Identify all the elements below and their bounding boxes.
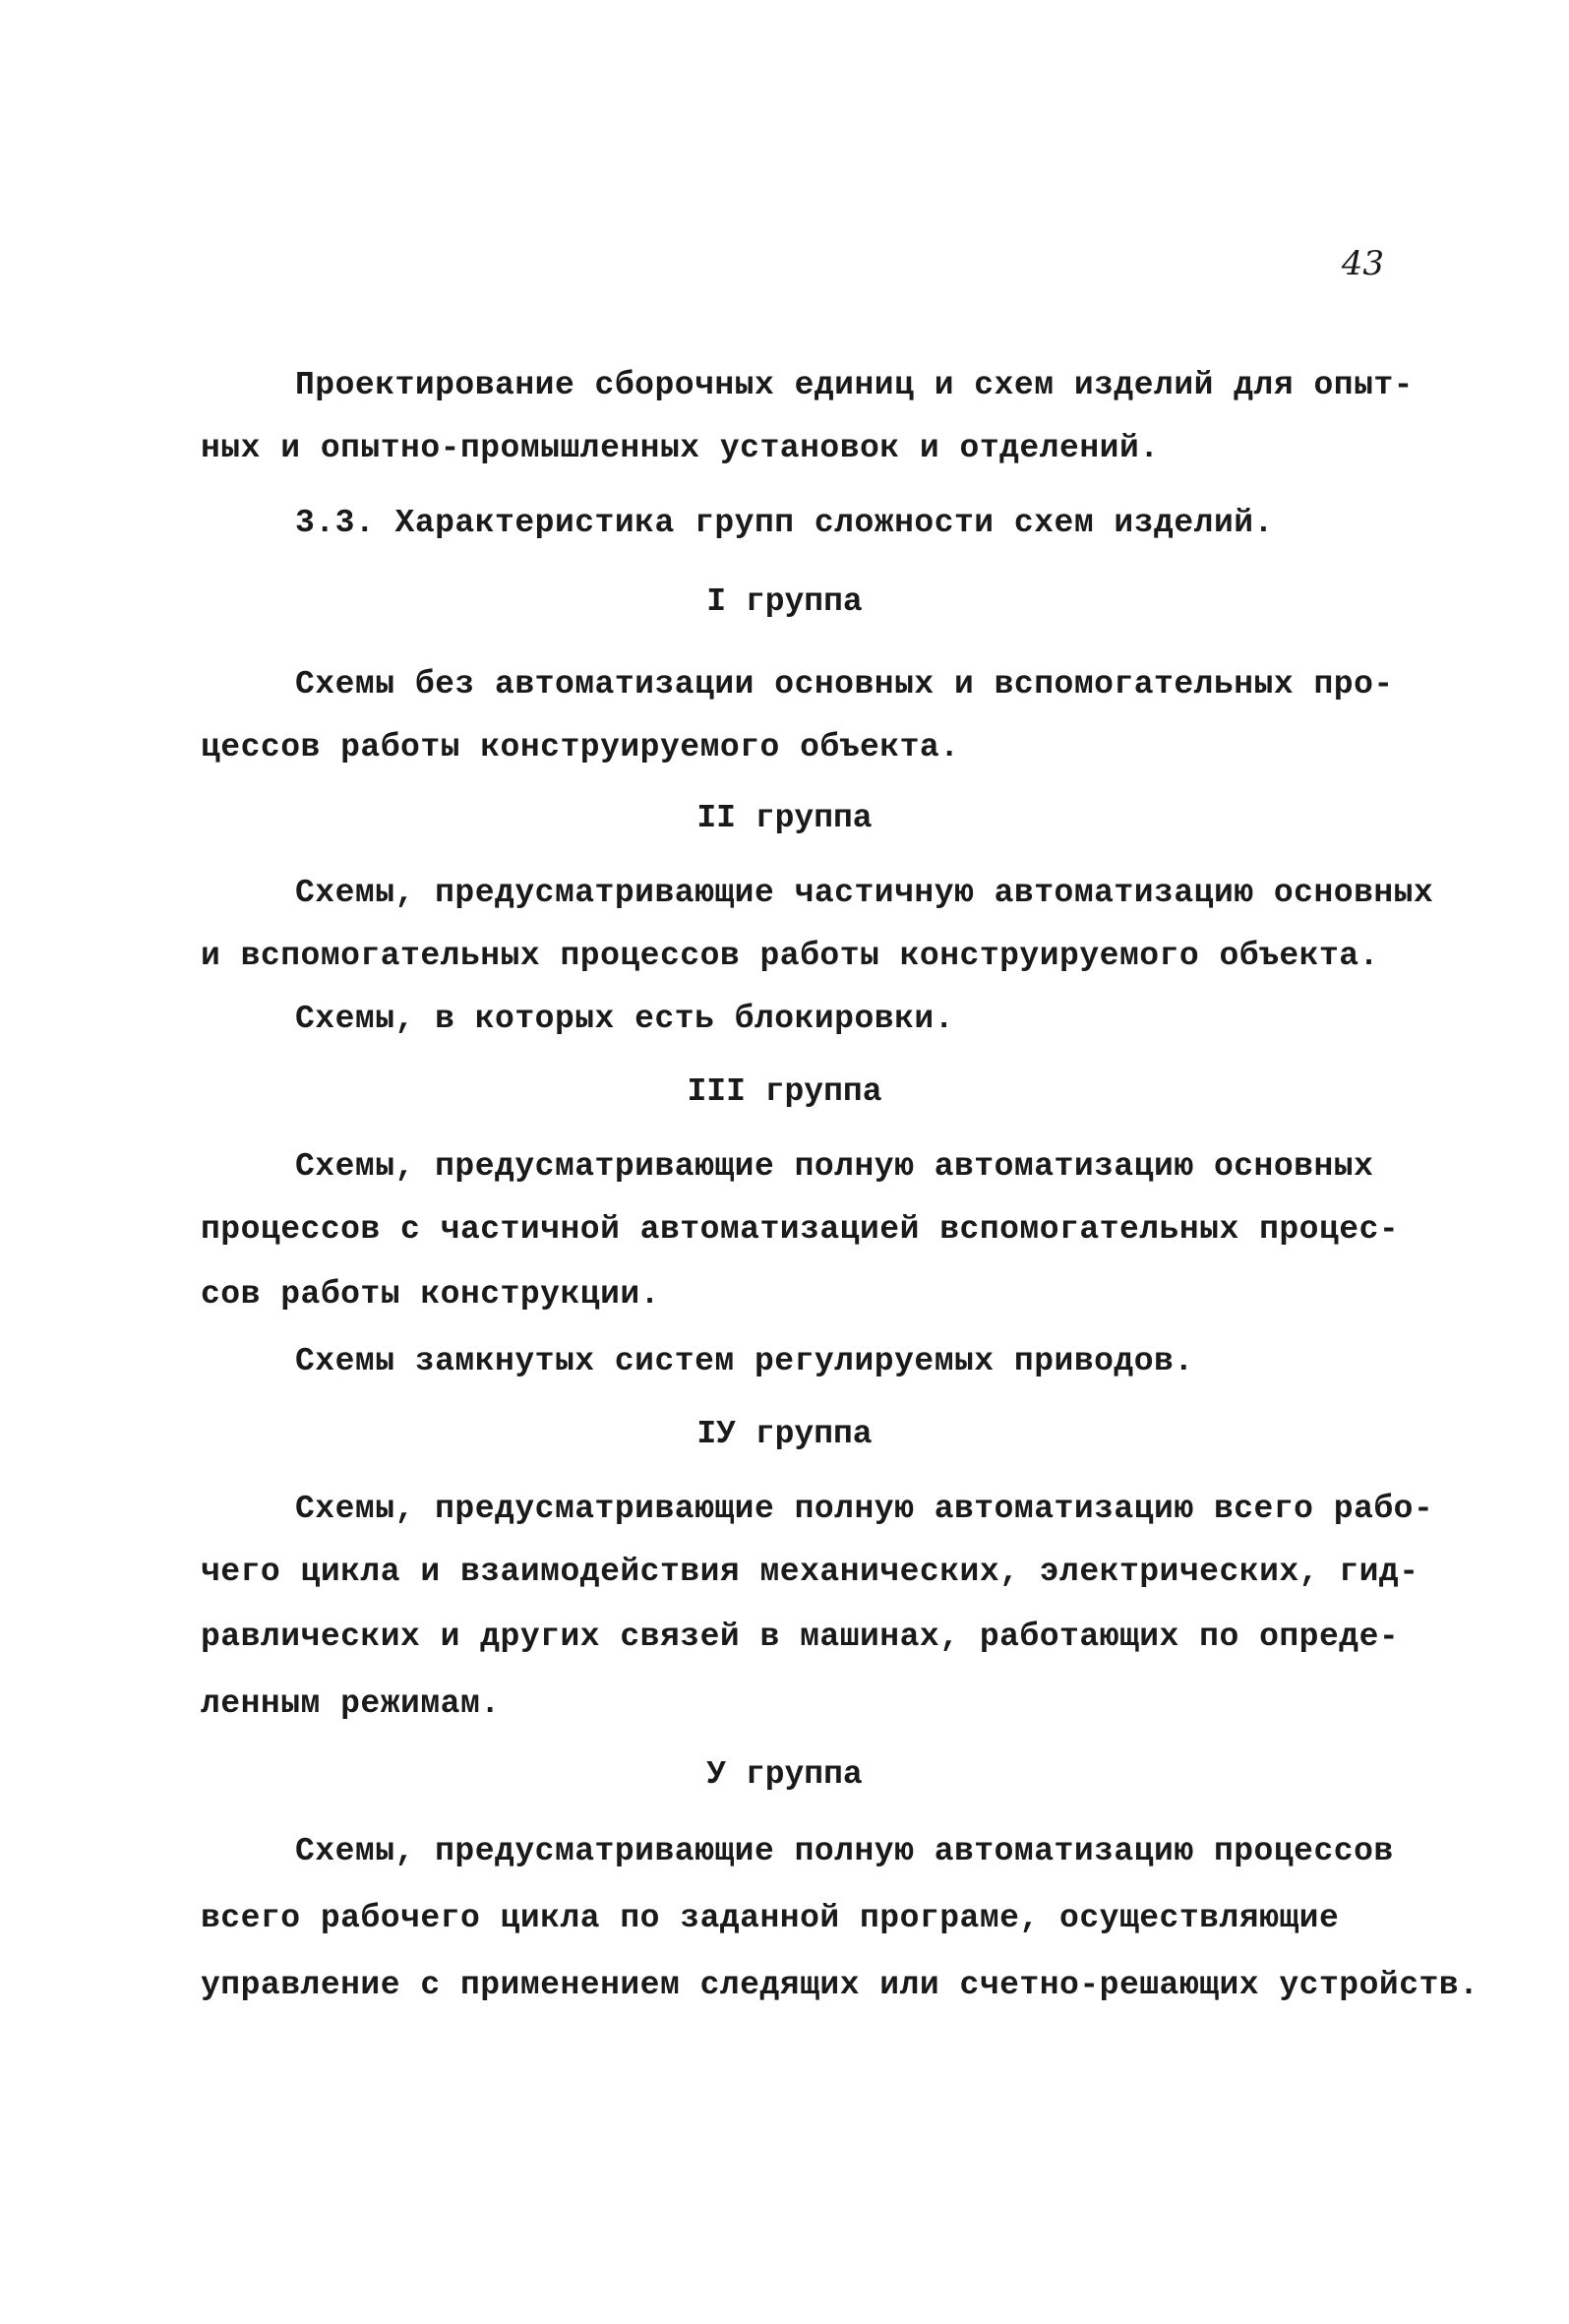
group-2-line-3: Схемы, в которых есть блокировки.: [295, 1001, 955, 1037]
group-3-line-1: Схемы, предусматривающие полную автоматизацию основных: [295, 1148, 1374, 1185]
page-number: 43: [1341, 244, 1384, 283]
group-5-heading: У группа: [706, 1756, 863, 1793]
group-4-line-3: равлических и других связей в машинах, работающих по опреде-: [201, 1619, 1400, 1655]
group-1-heading: I группа: [706, 583, 863, 620]
group-4-heading: IУ группа: [696, 1416, 873, 1452]
group-2-line-1: Схемы, предусматривающие частичную автоматизацию основных: [295, 875, 1434, 911]
group-5-line-2: всего рабочего цикла по заданной програме, осуществляющие: [201, 1900, 1340, 1936]
group-2-line-2: и вспомогательных процессов работы конструируемого объекта.: [201, 938, 1379, 974]
group-3-line-4: Схемы замкнутых систем регулируемых приводов.: [295, 1343, 1194, 1379]
group-5-line-1: Схемы, предусматривающие полную автоматизацию процессов: [295, 1833, 1394, 1869]
group-3-heading: III группа: [687, 1073, 882, 1110]
group-2-heading: II группа: [696, 800, 873, 836]
group-4-line-2: чего цикла и взаимодействия механических, электрических, гид-: [201, 1554, 1419, 1590]
intro-line-1: Проектирование сборочных единиц и схем изделий для опыт-: [295, 367, 1414, 403]
group-4-line-1: Схемы, предусматривающие полную автоматизацию всего рабо-: [295, 1491, 1434, 1527]
group-1-line-2: цессов работы конструируемого объекта.: [201, 729, 960, 765]
group-1-line-1: Схемы без автоматизации основных и вспомогательных про-: [295, 666, 1394, 703]
group-5-line-3: управление с применением следящих или счетно-решающих устройств.: [201, 1967, 1479, 2003]
group-4-line-4: ленным режимам.: [201, 1685, 501, 1722]
group-3-line-2: процессов с частичной автоматизацией вспомогательных процес-: [201, 1211, 1400, 1248]
intro-line-2: ных и опытно-промышленных установок и отделений.: [201, 430, 1160, 466]
section-title: 3.3. Характеристика групп сложности схем изделий.: [295, 505, 1274, 541]
group-3-line-3: сов работы конструкции.: [201, 1276, 660, 1313]
